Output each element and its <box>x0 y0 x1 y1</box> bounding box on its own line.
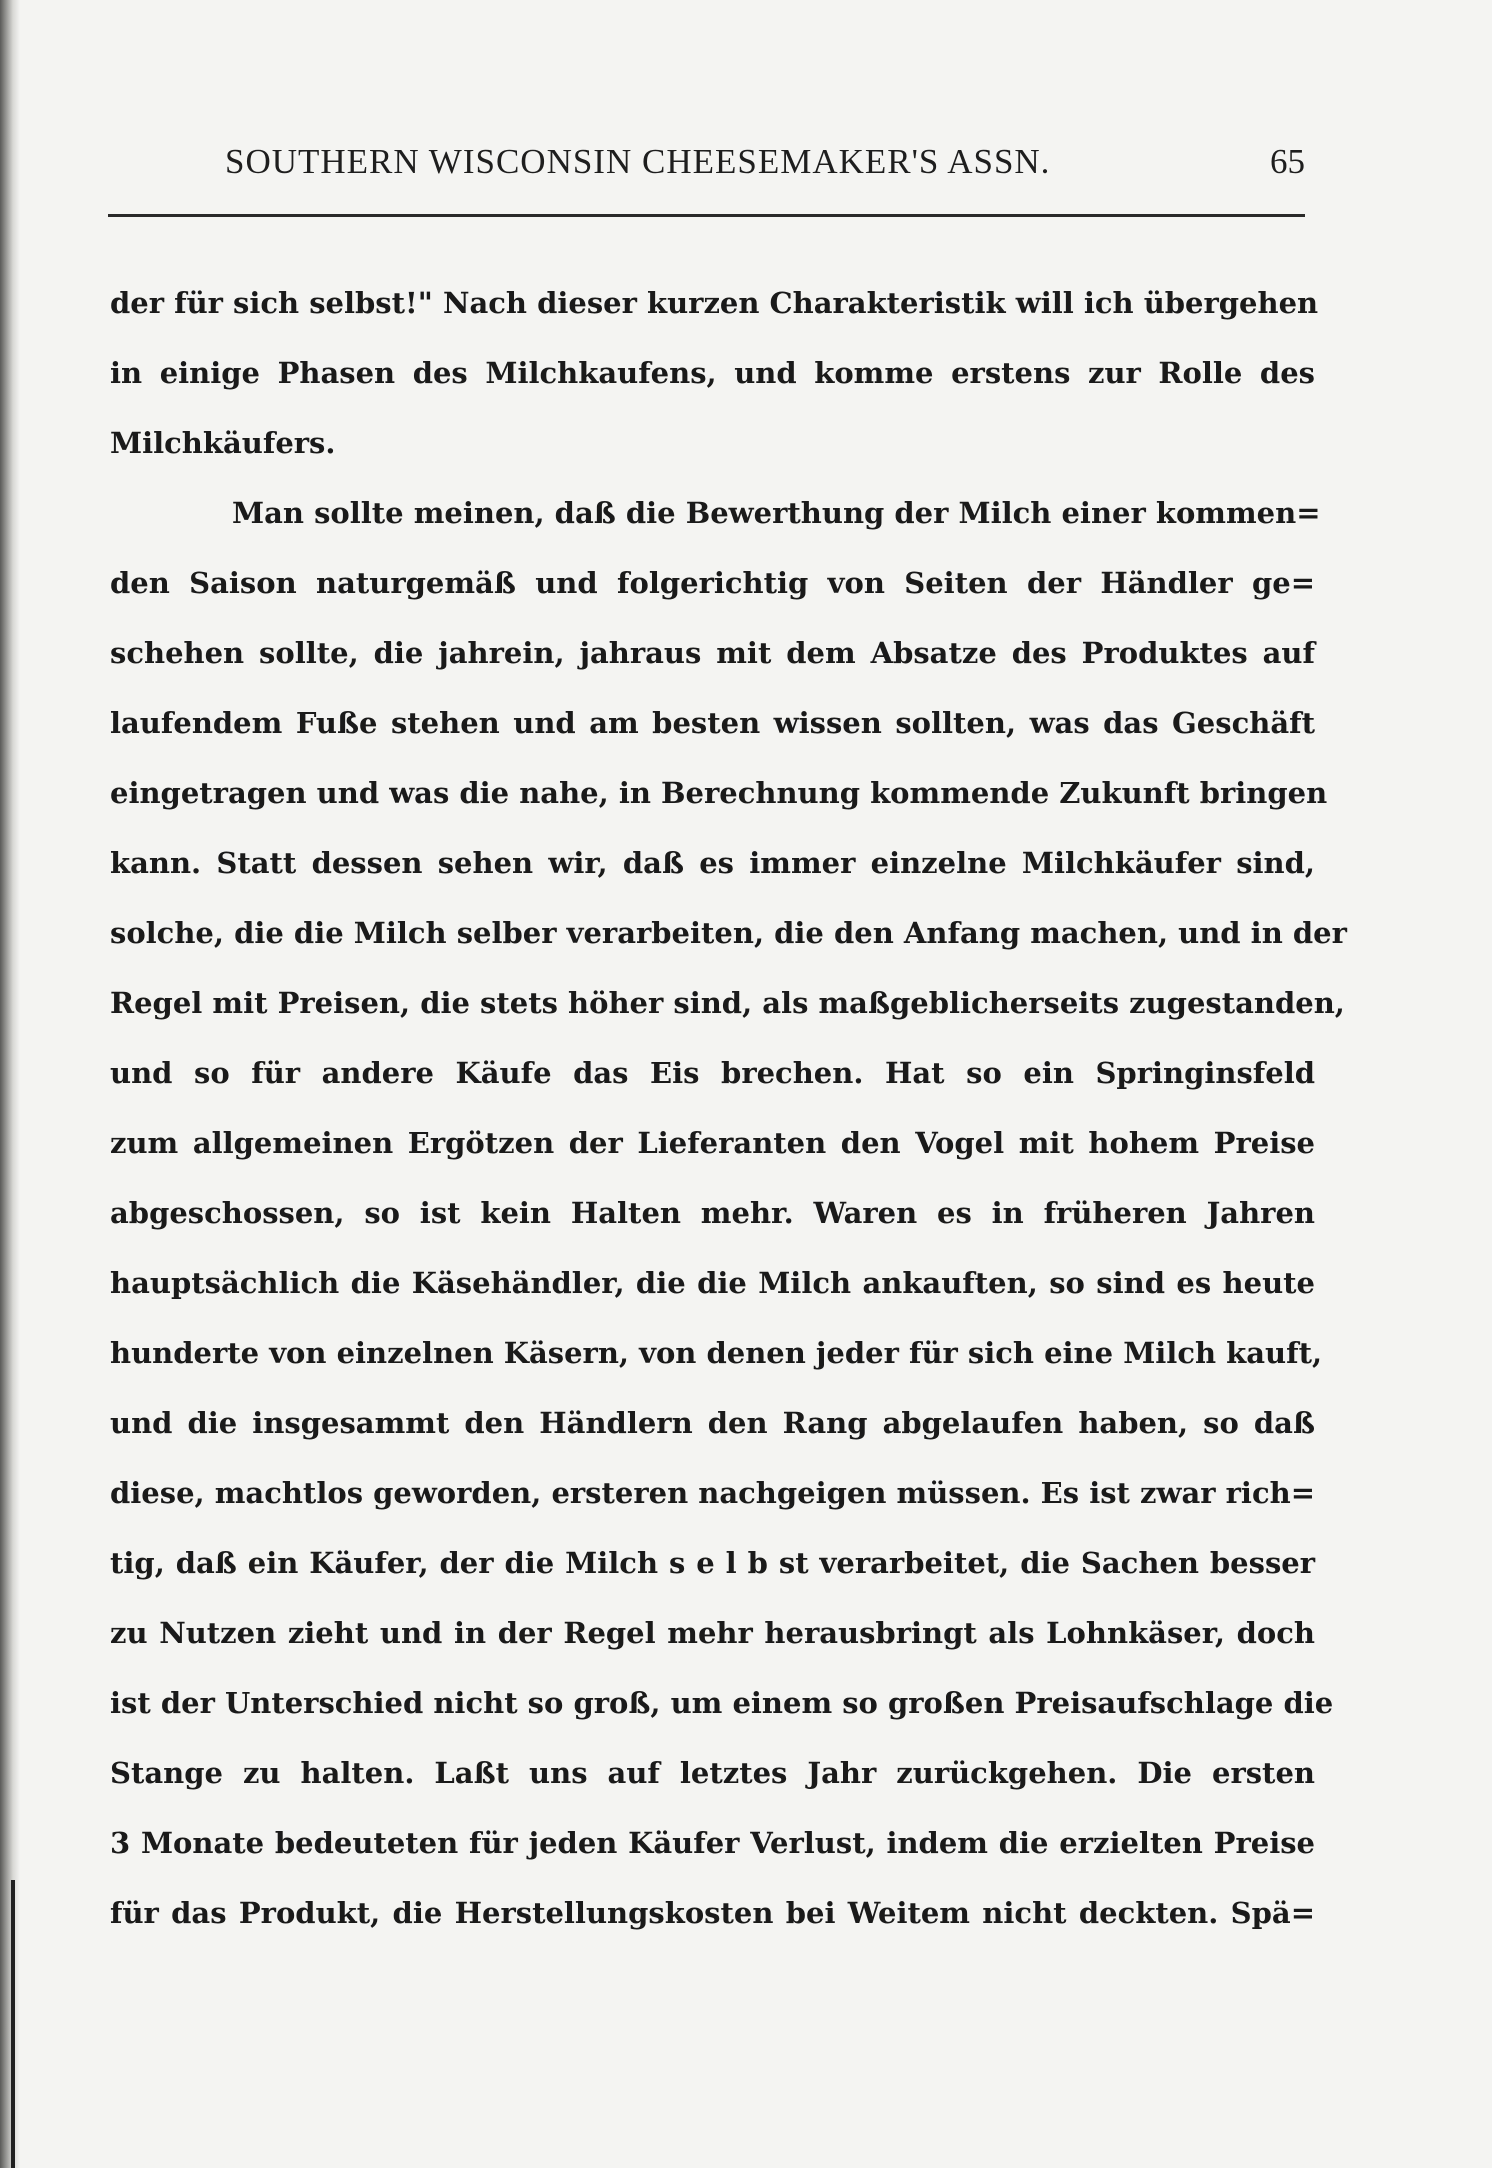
text-line: zum allgemeinen Ergötzen der Lieferanten den Vogel mit hohem Preise <box>110 1126 1315 1160</box>
text-line: ist der Unterschied nicht so groß, um einem so großen Preisaufschlage die <box>110 1686 1334 1720</box>
text-line: Man sollte meinen, daß die Bewerthung der Milch einer kommen= <box>232 496 1321 530</box>
text-line: zu Nutzen zieht und in der Regel mehr herausbringt als Lohnkäser, doch <box>110 1616 1315 1650</box>
text-line: tig, daß ein Käufer, der die Milch s e l b st verarbeitet, die Sachen besser <box>110 1546 1315 1580</box>
text-line: und so für andere Käufe das Eis brechen. Hat so ein Springinsfeld <box>110 1056 1315 1090</box>
running-head <box>110 142 1305 192</box>
text-line: schehen sollte, die jahrein, jahraus mit dem Absatze des Produktes auf <box>110 636 1315 670</box>
running-head-title: SOUTHERN WISCONSIN CHEESEMAKER'S ASSN. <box>225 142 1051 181</box>
text-line: in einige Phasen des Milchkaufens, und komme erstens zur Rolle des <box>110 356 1315 390</box>
page-number: 65 <box>1270 142 1305 181</box>
body-text <box>110 268 1347 1948</box>
text-line: 3 Monate bedeuteten für jeden Käufer Verlust, indem die erzielten Preise <box>110 1826 1315 1860</box>
binding-mark <box>11 1880 15 2168</box>
text-line: hauptsächlich die Käsehändler, die die Milch ankauften, so sind es heute <box>110 1266 1315 1300</box>
text-line: Regel mit Preisen, die stets höher sind, als maßgeblicherseits zugestanden, <box>110 986 1345 1020</box>
text-line: Milchkäufers. <box>110 426 336 460</box>
text-line: und die insgesammt den Händlern den Rang abgelaufen haben, so daß <box>110 1406 1315 1440</box>
text-line: den Saison naturgemäß und folgerichtig von Seiten der Händler ge= <box>110 566 1315 600</box>
page-left-edge-shadow <box>0 0 20 2168</box>
text-line: eingetragen und was die nahe, in Berechnung kommende Zukunft bringen <box>110 776 1328 810</box>
text-line: kann. Statt dessen sehen wir, daß es immer einzelne Milchkäufer sind, <box>110 846 1315 880</box>
text-line: Stange zu halten. Laßt uns auf letztes Jahr zurückgehen. Die ersten <box>110 1756 1315 1790</box>
header-rule <box>108 214 1305 217</box>
text-line: hunderte von einzelnen Käsern, von denen jeder für sich eine Milch kauft, <box>110 1336 1323 1370</box>
text-line: diese, machtlos geworden, ersteren nachgeigen müssen. Es ist zwar rich= <box>110 1476 1315 1510</box>
text-line: laufendem Fuße stehen und am besten wissen sollten, was das Geschäft <box>110 706 1315 740</box>
text-line: solche, die die Milch selber verarbeiten, die den Anfang machen, und in der <box>110 916 1347 950</box>
text-line: für das Produkt, die Herstellungskosten bei Weitem nicht deckten. Spä= <box>110 1896 1315 1930</box>
text-line: abgeschossen, so ist kein Halten mehr. Waren es in früheren Jahren <box>110 1196 1315 1230</box>
text-line: der für sich selbst!" Nach dieser kurzen Charakteristik will ich übergehen <box>110 286 1319 320</box>
